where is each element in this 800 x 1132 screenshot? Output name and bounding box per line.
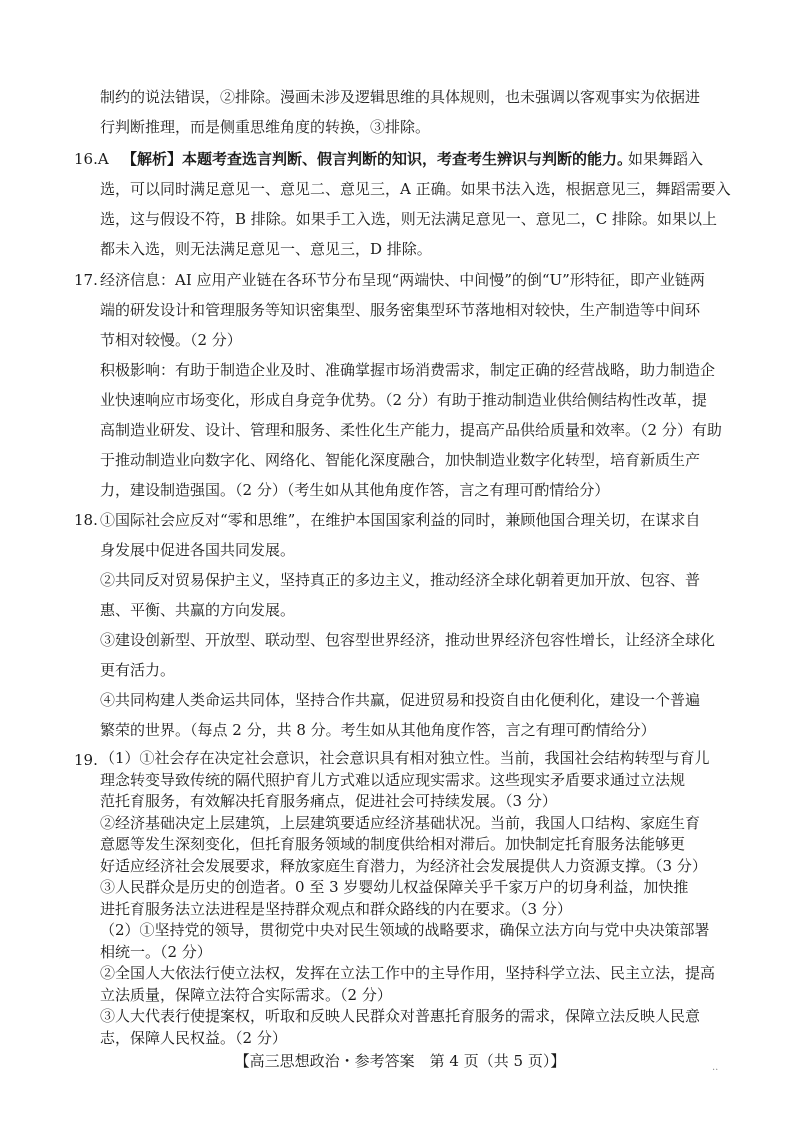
answer-line: ②共同反对贸易保护主义，坚持真正的多边主义，推动经济全球化朝着更加开放、包容、普 — [100, 571, 701, 589]
answer-line: ③人民群众是历史的创造者。0 至 3 岁婴幼儿权益保障关乎千家万户的切身利益，加快推 — [100, 878, 689, 896]
answer-line: （1）①社会存在决定社会意识，社会意识具有相对独立性。当前，我国社会结构转型与育儿 — [100, 749, 710, 767]
question-number: 18. — [74, 511, 98, 529]
answer-line: 选，这与假设不符，B 排除。如果手工入选，则无法满足意见一、意见二，C 排除。如果以上 — [100, 210, 718, 228]
answer-line: 身发展中促进各国共同发展。 — [100, 541, 296, 559]
answer-line: 好适应经济社会发展要求，释放家庭生育潜力，为经济社会发展提供人力资源支撑。（3 分） — [100, 856, 707, 875]
answer-line: 于推动制造业向数字化、网络化、智能化深度融合，加快制造业数字化转型，培育新质生产 — [100, 451, 701, 469]
answer-line: 更有活力。 — [100, 661, 176, 679]
answer-line: 惠、平衡、共赢的方向发展。 — [100, 601, 296, 619]
answer-line: ④共同构建人类命运共同体，坚持合作共赢，促进贸易和投资自由化便利化，建设一个普遍 — [100, 691, 701, 709]
intro-line: 制约的说法错误，②排除。漫画未涉及逻辑思维的具体规则，也未强调以客观事实为依据进 — [100, 88, 701, 106]
answer-line: 志，保障人民权益。（2 分） — [100, 1028, 287, 1047]
answer-line: 选，可以同时满足意见一、意见二、意见三，A 正确。如果书法入选，根据意见三，舞蹈需要入 — [100, 180, 731, 198]
answer-line: 端的研发设计和管理服务等知识密集型、服务密集型环节落地相对较快，生产制造等中间环 — [100, 301, 701, 319]
page-footer: 【高三思想政治・参考答案 第 4 页（共 5 页）】 — [234, 1052, 566, 1070]
answer-line: 积极影响：有助于制造企业及时、准确掌握市场消费需求，制定正确的经营战略，助力制造企 — [100, 361, 716, 379]
question-number: 16.A — [74, 150, 109, 168]
answer-line: 立法质量，保障立法符合实际需求。（2 分） — [100, 985, 392, 1004]
answer-line: ②全国人大依法行使立法权，发挥在立法工作中的主导作用，坚持科学立法、民主立法，提高 — [100, 964, 716, 982]
answer-line: 相统一。（2 分） — [100, 942, 212, 961]
answer-line: 意愿等发生深刻变化，但托育服务领域的制度供给相对滞后。加快制定托育服务法能够更 — [100, 835, 686, 853]
answer-line: ③人大代表行使提案权，听取和反映人民群众对普惠托育服务的需求，保障立法反映人民意 — [100, 1007, 701, 1025]
answer-line: 进托育服务法立法进程是坚持群众观点和群众路线的内在要求。（3 分） — [100, 899, 572, 918]
question-number: 19. — [74, 751, 98, 769]
answer-line: 理念转变导致传统的隔代照护育儿方式难以适应现实需求。这些现实矛盾要求通过立法规 — [100, 770, 686, 789]
answer-line: 繁荣的世界。（每点 2 分，共 8 分。考生如从其他角度作答，言之有理可酌情给分） — [100, 721, 656, 739]
answer-line: 节相对较慢。（2 分） — [100, 331, 242, 349]
answer-line: 业快速响应市场变化，形成自身竞争优势。（2 分）有助于推动制造业供给侧结构性改革，提 — [100, 391, 707, 409]
answer-line: ③建设创新型、开放型、联动型、包容型世界经济，推动世界经济包容性增长，让经济全球化 — [100, 631, 716, 649]
answer-line: 力，建设制造强国。（2 分）（考生如从其他角度作答，言之有理可酌情给分） — [100, 481, 610, 499]
analysis-tag: 【解析】本题考查选言判断、假言判断的知识，考查考生辨识与判断的能力。 — [122, 150, 633, 168]
answer-line: 如果舞蹈入 — [628, 150, 704, 168]
answer-line: 范托育服务，有效解决托育服务痛点，促进社会可持续发展。（3 分） — [100, 792, 557, 810]
corner-mark: .. — [712, 1062, 719, 1073]
answer-line: ①国际社会应反对“零和思维”，在维护本国国家利益的同时，兼顾他国合理关切，在谋求自 — [100, 511, 701, 529]
question-number: 17. — [74, 271, 98, 289]
answer-line: 都未入选，则无法满足意见一、意见三，D 排除。 — [100, 240, 432, 258]
intro-line: 行判断推理，而是侧重思维角度的转换，③排除。 — [100, 118, 431, 136]
answer-line: ②经济基础决定上层建筑，上层建筑要适应经济基础状况。当前，我国人口结构、家庭生育 — [100, 813, 701, 832]
answer-line: 高制造业研发、设计、管理和服务、柔性化生产能力，提高产品供给质量和效率。（2 分）有助 — [100, 421, 722, 439]
answer-line: 经济信息：AI 应用产业链在各环节分布呈现“两端快、中间慢”的倒“U”形特征，即产业链两 — [100, 271, 705, 289]
answer-line: （2）①坚持党的领导，贯彻党中央对民生领域的战略要求，确保立法方向与党中央决策部署 — [100, 921, 710, 939]
